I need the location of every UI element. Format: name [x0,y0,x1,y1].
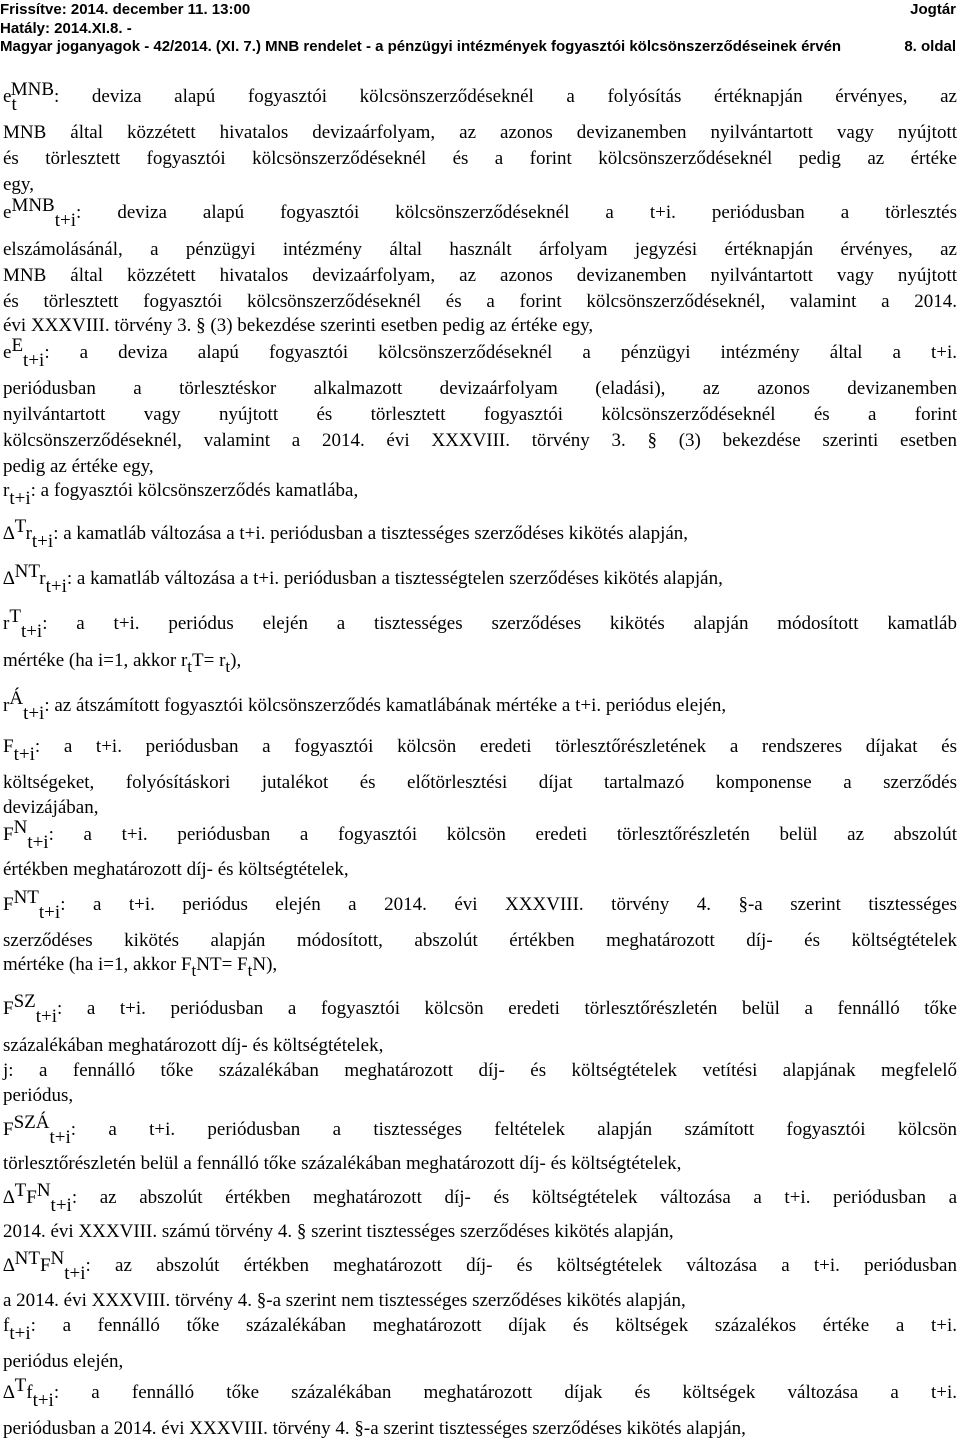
def-eE-line-4: kölcsönszerződéseknél, valamint a 2014. évi XXXVIII. törvény 3. § (3) bekezdése szerinti esetben [3,430,957,451]
def-rT-line-2: mértéke (ha i=1, akkor rtT= rt), [3,650,242,676]
def-r-line: rt+i: a fogyasztói kölcsönszerződés kamatlába, [3,480,359,509]
def-FNT-line-3: mértéke (ha i=1, akkor FtNT= FtN), [3,954,278,980]
def-f-line-1: ft+i: a fennálló tőke százalékában meghatározott díjak és költségek százalékos értéke a t+i. [3,1315,957,1344]
def-f-line-2: periódus elején, [3,1351,124,1372]
symbol-F: Ft+i [3,736,35,765]
def-eMNB-line-3: és törlesztett fogyasztói kölcsönszerződéseknél és a forint kölcsönszerződéseknél pedig az értéke [3,148,957,169]
update-timestamp: Frissítve: 2014. december 11. 13:00 [0,1,251,18]
def-eMNBti-line-2: elszámolásánál, a pénzügyi intézmény által használt árfolyam jegyzési értéknapján érvényes, az [3,239,957,260]
def-eE-line-2: periódusban a törlesztéskor alkalmazott devizaárfolyam (eladási), az azonos devizanemben [3,378,957,399]
def-eMNB-line-4: egy, [3,174,34,195]
def-dNTr-line: ∆NTrt+i: a kamatláb változása a t+i. periódusban a tisztességtelen szerződéses kikötés alapján, [3,561,723,597]
symbol-eMNB-ti: eMNBt+i [3,195,77,231]
def-eE-line-3: nyilvántartott vagy nyújtott és törlesztett fogyasztói kölcsönszerződéseknél és a forint [3,404,957,425]
def-FN-line-2: értékben meghatározott díj- és költségtételek, [3,859,349,880]
def-FSZA-line-1: FSZÁt+i: a t+i. periódusban a tisztességes feltételek alapján számított fogyasztói kölcsön [3,1112,957,1148]
def-F-line-1: Ft+i: a t+i. periódusban a fogyasztói kölcsön eredeti törlesztőrészletének a rendszeres díjakat és [3,736,957,765]
def-eE-line-1: eEt+i: a deviza alapú fogyasztói kölcsönszerződéseknél a pénzügyi intézmény által a t+i. [3,335,957,371]
def-dTFN-line-2: 2014. évi XXXVIII. számú törvény 4. § szerint tisztességes szerződéses kikötés alapján, [3,1221,674,1242]
def-eMNBti-line-3: MNB által közzétett hivatalos devizaárfolyam, az azonos devizanemben nyilvántartott vagy nyújtott [3,265,957,286]
document-title: Magyar joganyagok - 42/2014. (XI. 7.) MNB rendelet - a pénzügyi intézmények fogyasztói kölcsönszerződéseinek érvén [0,38,842,55]
symbol-eMNB: etMNB [3,79,55,115]
def-eMNB-line-1: etMNB: deviza alapú fogyasztói kölcsönszerződéseknél a folyósítás értéknapján érvényes, az [3,79,957,115]
symbol-delta-NT-r: ∆NTrt+i [3,561,67,597]
def-FNT-line-2: szerződéses kikötés alapján módosított, abszolút értékben meghatározott díj- és költségtételek [3,930,957,951]
def-eMNB-line-2: MNB által közzétett hivatalos devizaárfolyam, az azonos devizanemben nyilvántartott vagy nyújtott [3,122,957,143]
def-F-line-3: devizájában, [3,797,99,818]
symbol-FSZ: FSZt+i [3,991,58,1027]
def-dTFN-line-1: ∆TFNt+i: az abszolút értékben meghatározott díj- és költségtételek változása a t+i. periódusban a [3,1180,957,1216]
def-j-line-1: j: a fennálló tőke százalékában meghatározott díj- és költségtételek vetítési alapjának megfelelő [3,1060,957,1081]
symbol-rT: rTt+i [3,606,43,642]
def-dTr-line: ∆Trt+i: a kamatláb változása a t+i. periódusban a tisztességes szerződéses kikötés alapján, [3,516,689,552]
def-dTf-line-2: periódusban a 2014. évi XXXVIII. törvény 4. §-a szerint tisztességes szerződéses kikötés alapján, [3,1418,746,1439]
def-eMNBti-line-1: eMNBt+i: deviza alapú fogyasztói kölcsönszerződéseknél a t+i. periódusban a törlesztés [3,195,957,231]
symbol-eE: eEt+i [3,335,45,371]
def-FSZ-line-2: százalékában meghatározott díj- és költségtételek, [3,1035,384,1056]
page-number: 8. oldal [904,38,956,55]
symbol-FSZA: FSZÁt+i [3,1112,71,1148]
def-eMNBti-line-5: évi XXXVIII. törvény 3. § (3) bekezdése szerinti esetben pedig az értéke egy, [3,315,594,336]
def-eE-line-5: pedig az értéke egy, [3,456,154,477]
symbol-FN: FNt+i [3,817,49,853]
symbol-delta-NT-FN: ∆NTFNt+i [3,1248,86,1284]
symbol-r: rt+i [3,480,31,509]
def-rT-line-1: rTt+i: a t+i. periódus elején a tisztességes szerződéses kikötés alapján módosított kamatláb [3,606,957,642]
symbol-delta-T-r: ∆Trt+i [3,516,54,552]
source-name: Jogtár [910,1,956,18]
def-FN-line-1: FNt+i: a t+i. periódusban a fogyasztói kölcsön eredeti törlesztőrészletén belül az abszolút [3,817,957,853]
def-F-line-2: költségeket, folyósításkori jutalékot és előtörlesztési díjat tartalmazó komponense a szerződés [3,772,957,793]
def-dNTFN-line-2: a 2014. évi XXXVIII. törvény 4. §-a szerint nem tisztességes szerződéses kikötés alapján, [3,1290,686,1311]
def-dTf-line-1: ∆Tft+i: a fennálló tőke százalékában meghatározott díjak és költségek változása a t+i. [3,1375,957,1411]
symbol-f: ft+i [3,1315,31,1344]
symbol-rA: rÁt+i [3,688,45,724]
symbol-delta-T-f: ∆Tft+i [3,1375,54,1411]
def-FNT-line-1: FNTt+i: a t+i. periódus elején a 2014. évi XXXVIII. törvény 4. §-a szerint tisztességes [3,887,957,923]
def-FSZ-line-1: FSZt+i: a t+i. periódusban a fogyasztói kölcsön eredeti törlesztőrészletén belül a fennálló tőke [3,991,957,1027]
symbol-FNT: FNTt+i [3,887,61,923]
def-dNTFN-line-1: ∆NTFNt+i: az abszolút értékben meghatározott díj- és költségtételek változása a t+i. periódusban [3,1248,957,1284]
def-j-line-2: periódus, [3,1085,74,1106]
def-FSZA-line-2: törlesztőrészletén belül a fennálló tőke százalékában meghatározott díj- és költségtételek, [3,1153,682,1174]
effective-range: Hatály: 2014.XI.8. - [0,20,132,37]
symbol-delta-T-FN: ∆TFNt+i [3,1180,72,1216]
def-rA-line: rÁt+i: az átszámított fogyasztói kölcsönszerződés kamatlábának mértéke a t+i. periódus elején, [3,688,727,724]
def-eMNBti-line-4: és törlesztett fogyasztói kölcsönszerződéseknél és a forint kölcsönszerződéseknél, valamint a 2014. [3,291,957,312]
